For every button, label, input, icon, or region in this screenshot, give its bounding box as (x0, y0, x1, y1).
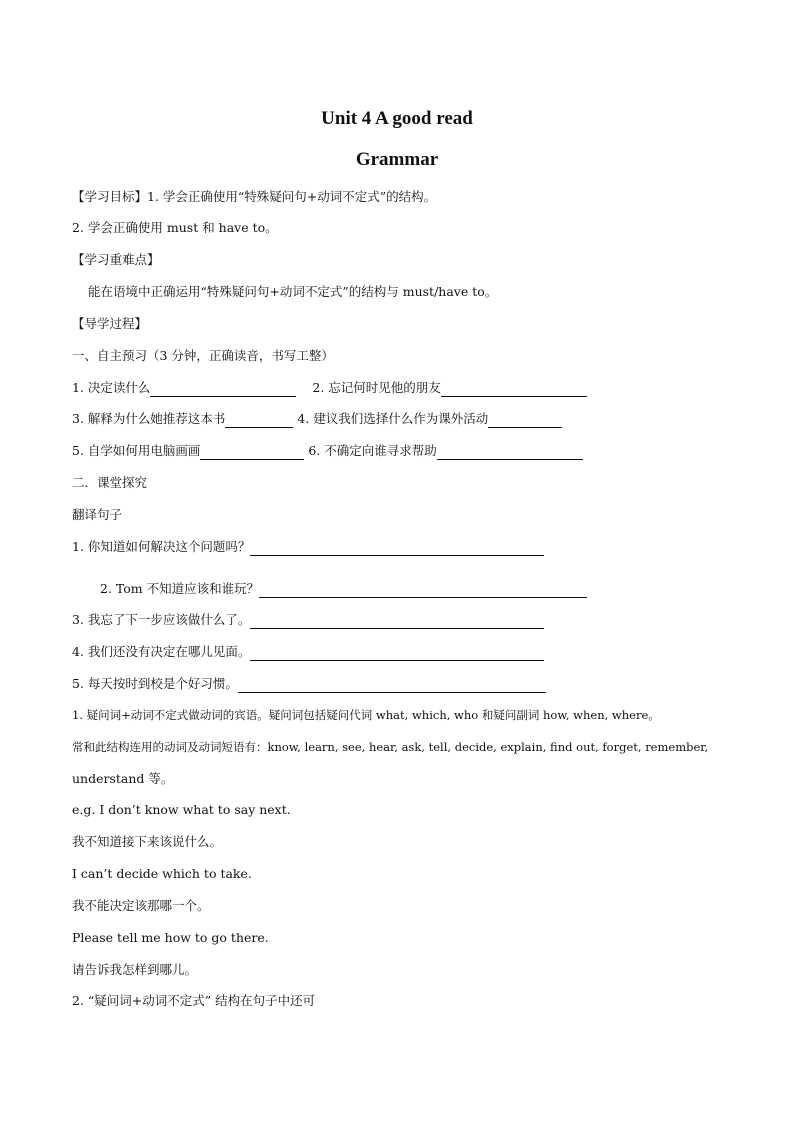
preview-item-6: 6. 不确定向谁寻求帮助 (308, 443, 437, 458)
key-points-label: 【学习重难点】 (72, 252, 160, 267)
preview-item-2: 2. 忘记何时见他的朋友 (312, 380, 441, 395)
page-title: Unit 4 A good read (321, 108, 473, 129)
translation-row-1 (72, 538, 544, 556)
key-points-text: 能在语境中正确运用“特殊疑问句+动词不定式”的结构与 must/have to。 (88, 284, 498, 299)
grammar-note-2: 2. “疑问词+动词不定式” 结构在句子中还可 (72, 993, 316, 1008)
example-zh-2: 我不能决定该那哪一个。 (72, 898, 210, 913)
objectives-label: 【学习目标】 (72, 189, 148, 204)
translation-sentence-5: 5. 每天按时到校是个好习惯。 (72, 676, 238, 691)
translation-row-5 (72, 675, 546, 693)
answer-blank[interactable] (238, 678, 546, 693)
grammar-note-1-line-1: 1. 疑问词+动词不定式做动词的宾语。疑问词包括疑问代词 what, which, who 和疑问副词 how, when, where。 (72, 708, 660, 722)
explore-subheading: 翻译句子 (72, 507, 123, 522)
answer-blank[interactable] (488, 413, 562, 428)
preview-row-3 (72, 442, 583, 460)
grammar-note-1-line-3: understand 等。 (72, 771, 174, 786)
preview-item-4: 4. 建议我们选择什么作为课外活动 (297, 411, 489, 426)
answer-blank[interactable] (441, 382, 587, 397)
example-en-1: e.g. I don’t know what to say next. (72, 802, 291, 817)
preview-heading: 一、自主预习（3 分钟，正确读音，书写工整） (72, 348, 334, 363)
translation-row-3 (72, 611, 544, 629)
answer-blank[interactable] (250, 541, 544, 556)
explore-heading: 二．课堂探究 (72, 475, 148, 490)
objective-item-1: 1. 学会正确使用“特殊疑问句+动词不定式”的结构。 (147, 189, 437, 204)
translation-sentence-1: 1. 你知道如何解决这个问题吗？ (72, 539, 251, 554)
answer-blank[interactable] (250, 646, 544, 661)
translation-sentence-3: 3. 我忘了下一步应该做什么了。 (72, 612, 251, 627)
answer-blank[interactable] (150, 382, 296, 397)
example-en-2: I can’t decide which to take. (72, 866, 252, 881)
grammar-note-1-line-2: 常和此结构连用的动词及动词短语有：know, learn, see, hear, ask, tell, decide, explain, find out, forget, remember, (72, 740, 709, 754)
preview-item-3: 3. 解释为什么她推荐这本书 (72, 411, 226, 426)
preview-item-1: 1. 决定读什么 (72, 380, 151, 395)
translation-row-4 (72, 643, 544, 661)
answer-blank[interactable] (250, 614, 544, 629)
preview-row-1 (72, 379, 587, 397)
translation-sentence-4: 4. 我们还没有决定在哪儿见面。 (72, 644, 251, 659)
process-label: 【导学过程】 (72, 316, 148, 331)
answer-blank[interactable] (437, 445, 583, 460)
preview-item-5: 5. 自学如何用电脑画画 (72, 443, 201, 458)
answer-blank[interactable] (200, 445, 304, 460)
objective-item-2: 2. 学会正确使用 must 和 have to。 (72, 220, 278, 235)
example-en-3: Please tell me how to go there. (72, 930, 269, 945)
answer-blank[interactable] (225, 413, 293, 428)
objectives-line (72, 188, 436, 206)
example-zh-1: 我不知道接下来该说什么。 (72, 834, 223, 849)
example-zh-3: 请告诉我怎样到哪儿。 (72, 962, 198, 977)
page-subtitle: Grammar (355, 149, 439, 170)
translation-sentence-2: 2. Tom 不知道应该和谁玩？ (100, 581, 260, 596)
answer-blank[interactable] (259, 583, 587, 598)
translation-row-2 (100, 580, 587, 598)
preview-row-2 (72, 410, 562, 428)
